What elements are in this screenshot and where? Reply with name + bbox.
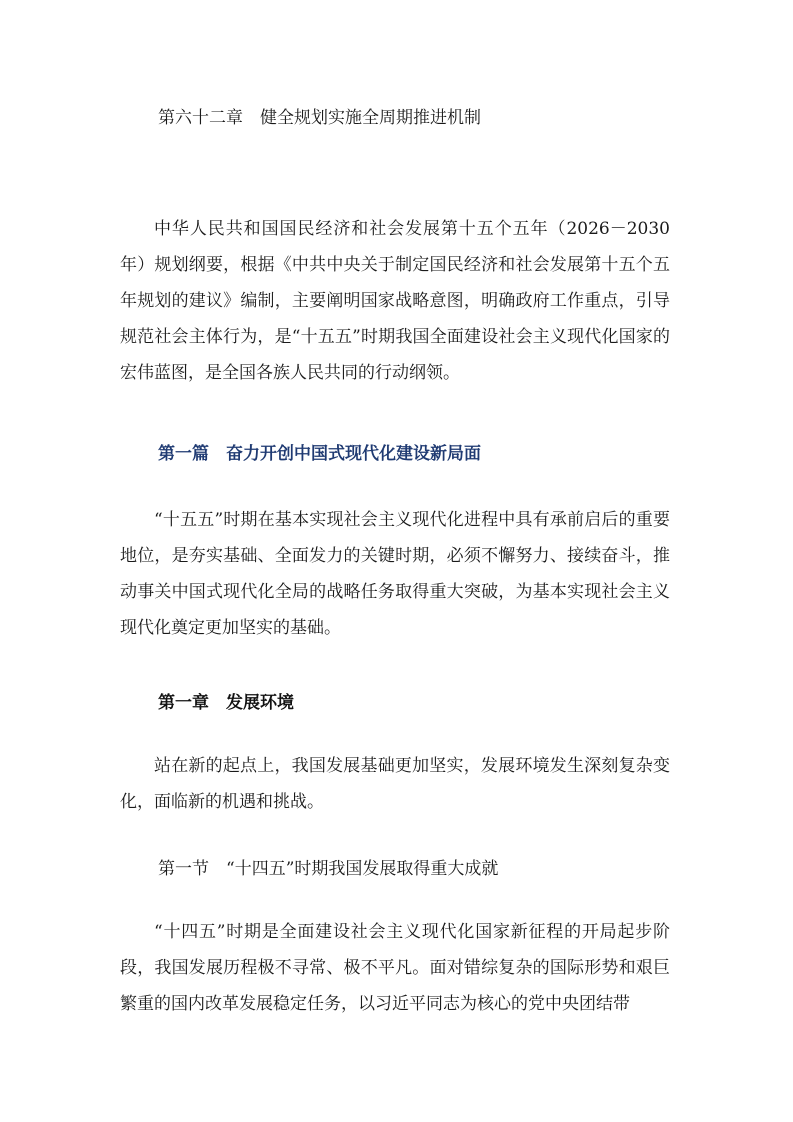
toc-chapter-62-line: 第六十二章 健全规划实施全周期推进机制 (158, 108, 481, 128)
intro-paragraph: 中华人民共和国国民经济和社会发展第十五个五年（2026－2030年）规划纲要，根据《中共中央关于制定国民经济和社会发展第十五个五年规划的建议》编制，主要阐明国家战略意图，明确政府工作重点，引导规范社会主体行为，是“十五五”时期我国全面建设社会主义现代化国家的宏伟蓝图，是全国各族人民共同的行动纲领。 (120, 219, 670, 383)
part-one-heading: 第一篇 奋力开创中国式现代化建设新局面 (158, 444, 481, 464)
part-one-paragraph: “十五五”时期在基本实现社会主义现代化进程中具有承前启后的重要地位，是夯实基础、全面发力的关键时期，必须不懈努力、接续奋斗，推动事关中国式现代化全局的战略任务取得重大突破，为基本实现社会主义现代化奠定更加坚实的基础。 (120, 510, 670, 638)
chapter-one-heading: 第一章 发展环境 (158, 693, 294, 713)
section-one-paragraph: “十四五”时期是全面建设社会主义现代化国家新征程的开局起步阶段，我国发展历程极不寻常、极不平凡。面对错综复杂的国际形势和艰巨繁重的国内改革发展稳定任务，以习近平同志为核心的党中央团结带 (120, 922, 670, 1014)
chapter-one-paragraph: 站在新的起点上，我国发展基础更加坚实，发展环境发生深刻复杂变化，面临新的机遇和挑战。 (120, 756, 670, 812)
section-one-heading: 第一节 “十四五”时期我国发展取得重大成就 (158, 859, 499, 879)
